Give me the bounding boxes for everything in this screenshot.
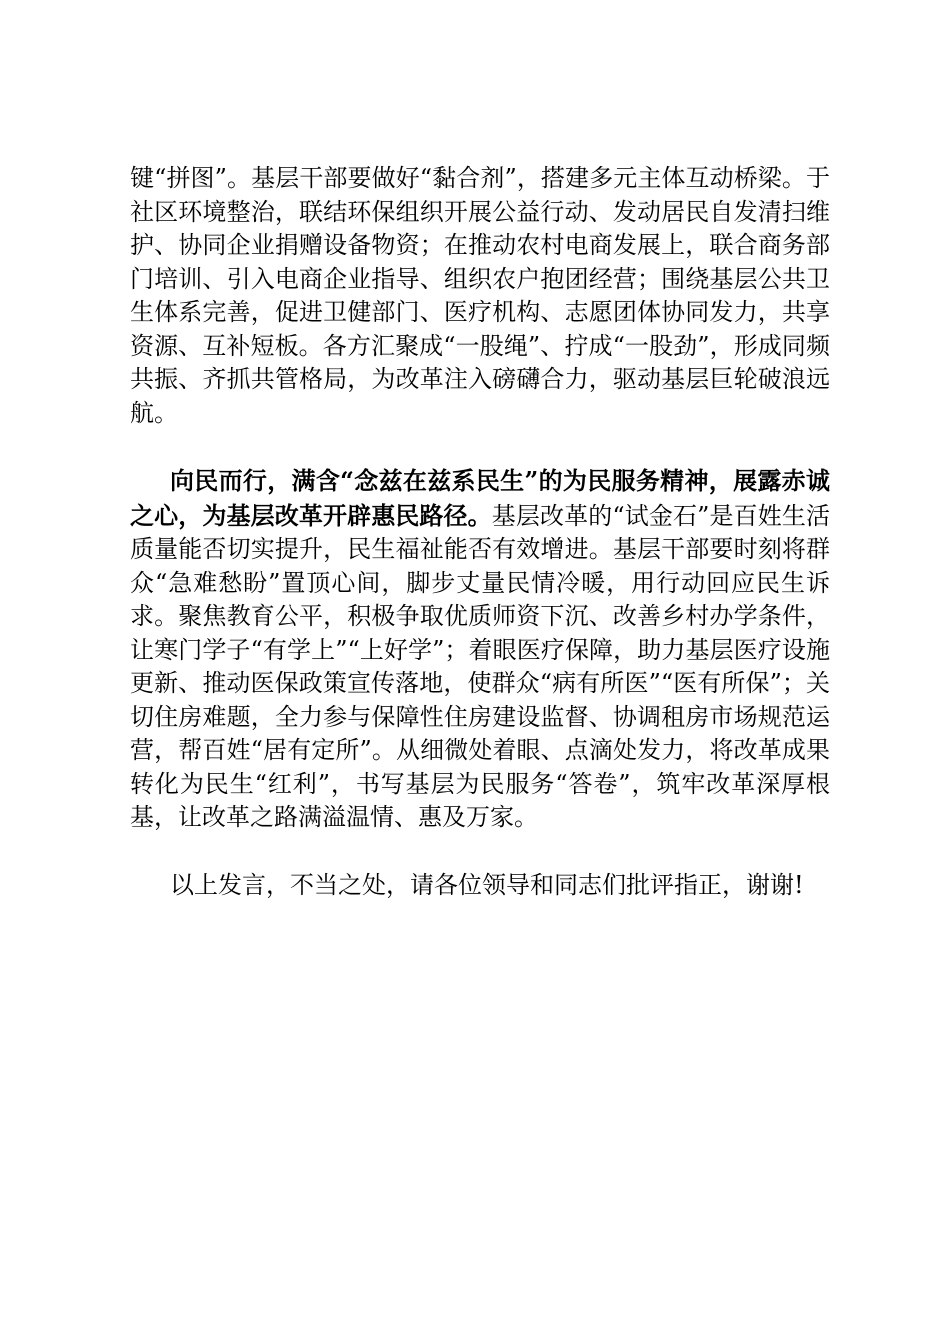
paragraph-3-text: 以上发言，不当之处，请各位领导和同志们批评指正，谢谢! xyxy=(170,870,804,899)
paragraph-closing-remarks xyxy=(130,869,830,903)
paragraph-2-lead-heading: 向民而行，满含“念兹在兹系民生”的为民服务精神，展露赤诚之心，为基层改革开辟惠民路径。 xyxy=(130,466,830,530)
paragraph-people-oriented xyxy=(130,464,830,835)
paragraph-2-text: 基层改革的“试金石”是百姓生活质量能否切实提升，民生福祉能否有效增进。基层干部要时刻将群众“急难愁盼”置顶心间，脚步丈量民情冷暖，用行动回应民生诉求。聚焦教育公平，积极争取优质师资下沉、改善乡村办学条件，让寒门学子“有学上”“上好学”；着眼医疗保障，助力基层医疗设施更新、推动医保政策宣传落地，使群众“病有所医”“医有所保”；关切住房难题，全力参与保障性住房建设监督、协调租房市场规范运营，帮百姓“居有定所”。从细微处着眼、点滴处发力，将改革成果转化为民生“红利”，书写基层为民服务“答卷”，筑牢改革深厚根基，让改革之路满溢温情、惠及万家。 xyxy=(130,501,831,831)
paragraph-1-text: 键“拼图”。基层干部要做好“黏合剂”，搭建多元主体互动桥梁。于社区环境整治，联结环保组织开展公益行动、发动居民自发清扫维护、协同企业捐赠设备物资；在推动农村电商发展上，联合商务部门培训、引入电商企业指导、组织农户抱团经营；围绕基层公共卫生体系完善，促进卫健部门、医疗机构、志愿团体协同发力，共享资源、互补短板。各方汇聚成“一股绳”、拧成“一股劲”，形成同频共振、齐抓共管格局，为改革注入磅礴合力，驱动基层巨轮破浪远航。 xyxy=(130,164,830,427)
document-body xyxy=(130,162,830,902)
paragraph-continuation xyxy=(130,162,830,430)
